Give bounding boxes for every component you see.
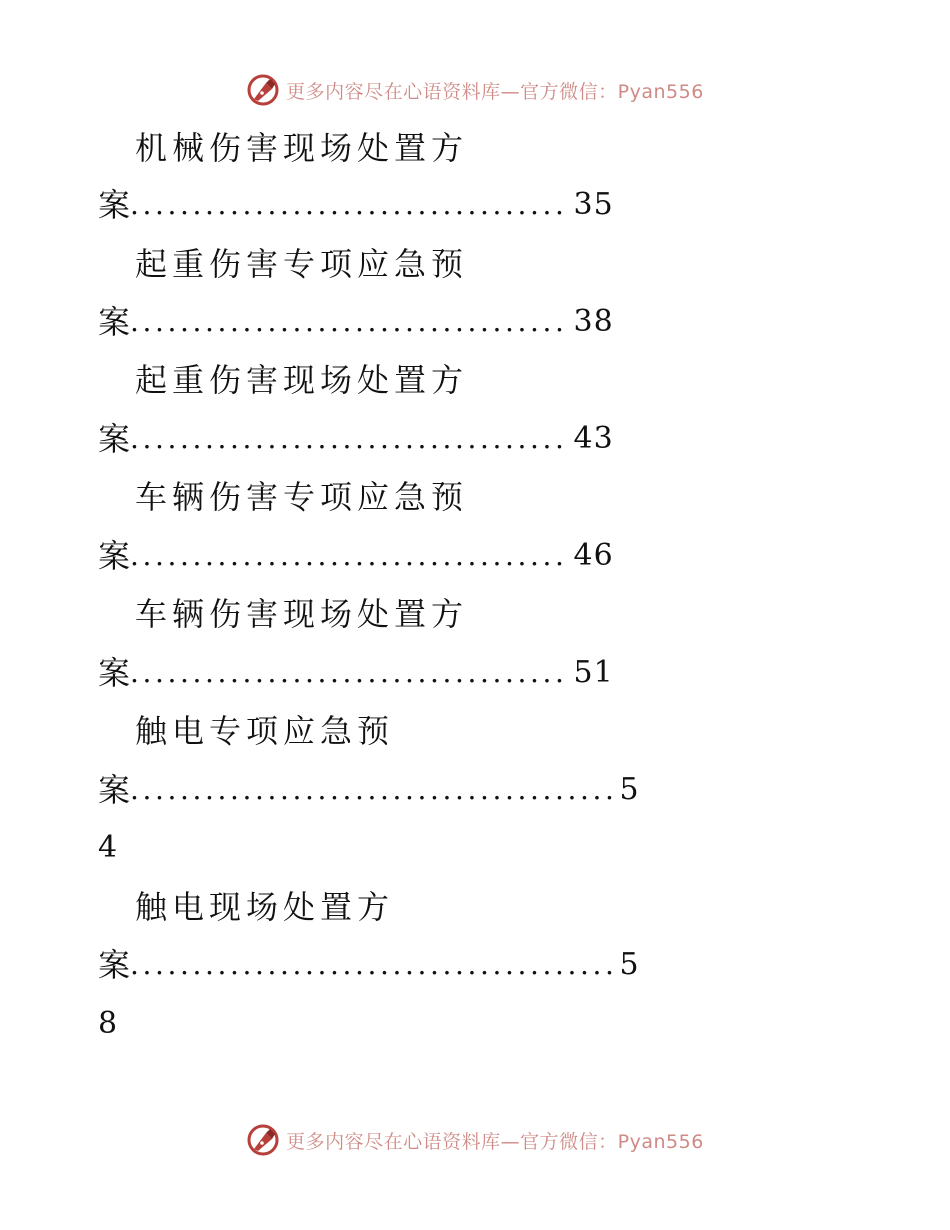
toc-lead-char: 案: [98, 303, 131, 341]
toc-entry-title: 起重伤害专项应急预: [135, 245, 469, 283]
toc-page-number: 46: [573, 538, 614, 573]
toc-page-number: 38: [573, 304, 614, 339]
toc-page-number: 51: [573, 655, 614, 690]
toc-page-number: 5: [619, 772, 640, 807]
toc-page-number-wrap: 8: [98, 1006, 118, 1041]
banner-text: 更多内容尽在心语资料库—官方微信：Pyan556: [286, 1130, 704, 1153]
toc-entry-leader: [98, 419, 614, 459]
toc-dots: ...................................: [130, 656, 568, 689]
toc-entry-leader: [98, 653, 614, 693]
toc-lead-char: 案: [98, 771, 131, 809]
banner-inner: [246, 73, 704, 107]
toc-entry-leader: [98, 302, 614, 342]
toc-page-number: 5: [619, 947, 640, 982]
toc-lead-char: 案: [98, 186, 131, 224]
toc-lead-char: 案: [98, 946, 131, 984]
toc-page-number-wrap: 4: [98, 830, 118, 865]
toc-lead-char: 案: [98, 537, 131, 575]
toc-entry-leader: [98, 770, 640, 810]
toc-page-number: 43: [573, 421, 614, 456]
pen-nib-logo-icon: [246, 1123, 280, 1157]
toc-entry-title: 触电现场处置方: [135, 888, 395, 926]
toc-entry-leader: [98, 536, 614, 576]
toc-dots: ...................................: [130, 422, 568, 455]
toc-dots: ...................................: [130, 188, 568, 221]
toc-dots: .......................................: [130, 773, 618, 806]
toc-lead-char: 案: [98, 420, 131, 458]
footer-banner: [0, 1120, 950, 1160]
header-banner: [0, 70, 950, 110]
toc-entry-title: 机械伤害现场处置方: [135, 129, 469, 167]
toc-dots: ...................................: [130, 539, 568, 572]
toc-dots: .......................................: [130, 948, 618, 981]
banner-inner: [246, 1123, 704, 1157]
toc-entry-leader: [98, 185, 614, 225]
toc-entry-title: 车辆伤害专项应急预: [135, 478, 469, 516]
banner-text: 更多内容尽在心语资料库—官方微信：Pyan556: [286, 80, 704, 103]
toc-entry-leader: [98, 945, 640, 985]
pen-nib-logo-icon: [246, 73, 280, 107]
toc-entry-title: 车辆伤害现场处置方: [135, 595, 469, 633]
toc-dots: ...................................: [130, 305, 568, 338]
toc-lead-char: 案: [98, 654, 131, 692]
toc-page-number: 35: [573, 187, 614, 222]
toc-entry-title: 触电专项应急预: [135, 712, 395, 750]
toc-entry-title: 起重伤害现场处置方: [135, 361, 469, 399]
